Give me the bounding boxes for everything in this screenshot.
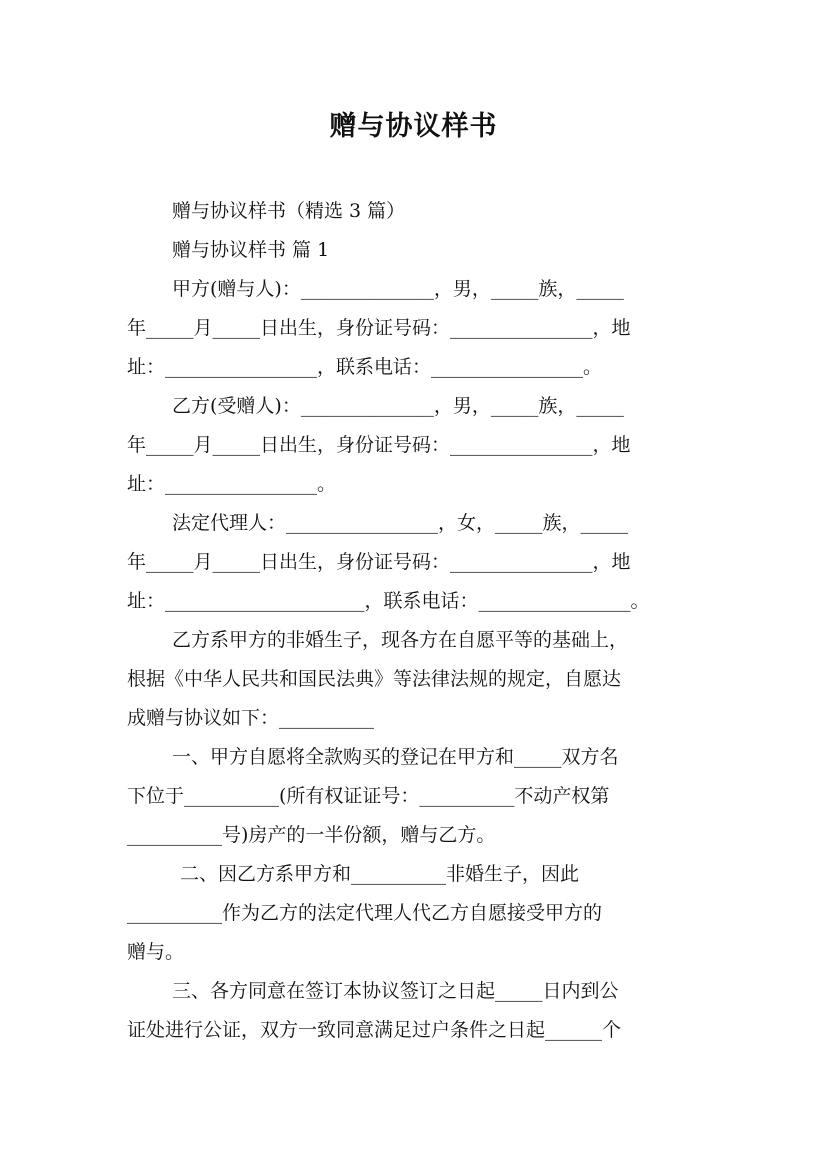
- text-line: 乙方系甲方的非婚生子，现各方在自愿平等的基础上，: [172, 629, 629, 651]
- document-title: 赠与协议样书: [329, 111, 498, 142]
- text-line: 二、因乙方系甲方和__________非婚生子，因此: [180, 863, 580, 885]
- subtitle-line: 赠与协议样书（精选 3 篇）: [172, 200, 406, 222]
- text-line: 年_____月_____日出生，身份证号码：_______________，地: [127, 317, 631, 339]
- text-line: 三、各方同意在签订本协议签订之日起_____日内到公: [172, 980, 619, 1002]
- text-line: 年_____月_____日出生，身份证号码：_______________，地: [127, 434, 631, 456]
- text-line: 法定代理人：________________，女，_____族，_____: [172, 512, 629, 534]
- text-line: 根据《中华人民共和国民法典》等法律法规的规定，自愿达: [127, 668, 622, 690]
- section-heading: 赠与协议样书 篇 1: [172, 239, 330, 261]
- text-line: 乙方(受赠人)：______________，男，_____族，_____: [172, 395, 624, 417]
- text-line: __________号)房产的一半份额，赠与乙方。: [127, 824, 496, 846]
- text-line: 址：_____________________，联系电话：________________。: [127, 590, 650, 612]
- text-line: 赠与。: [127, 941, 185, 963]
- text-line: 甲方(赠与人)：______________，男，_____族，_____: [172, 278, 624, 300]
- text-line: 年_____月_____日出生，身份证号码：_______________，地: [127, 551, 631, 573]
- text-line: 一、甲方自愿将全款购买的登记在甲方和_____双方名: [172, 746, 619, 768]
- text-line: 成赠与协议如下：__________: [127, 707, 375, 729]
- text-line: 证处进行公证，双方一致同意满足过户条件之日起______个: [127, 1019, 622, 1041]
- text-line: 址：________________，联系电话：________________。: [127, 356, 603, 378]
- text-line: __________作为乙方的法定代理人代乙方自愿接受甲方的: [127, 902, 603, 924]
- text-line: 下位于__________(所有权证证号：__________不动产权第: [127, 785, 610, 807]
- text-line: 址：________________。: [127, 473, 337, 495]
